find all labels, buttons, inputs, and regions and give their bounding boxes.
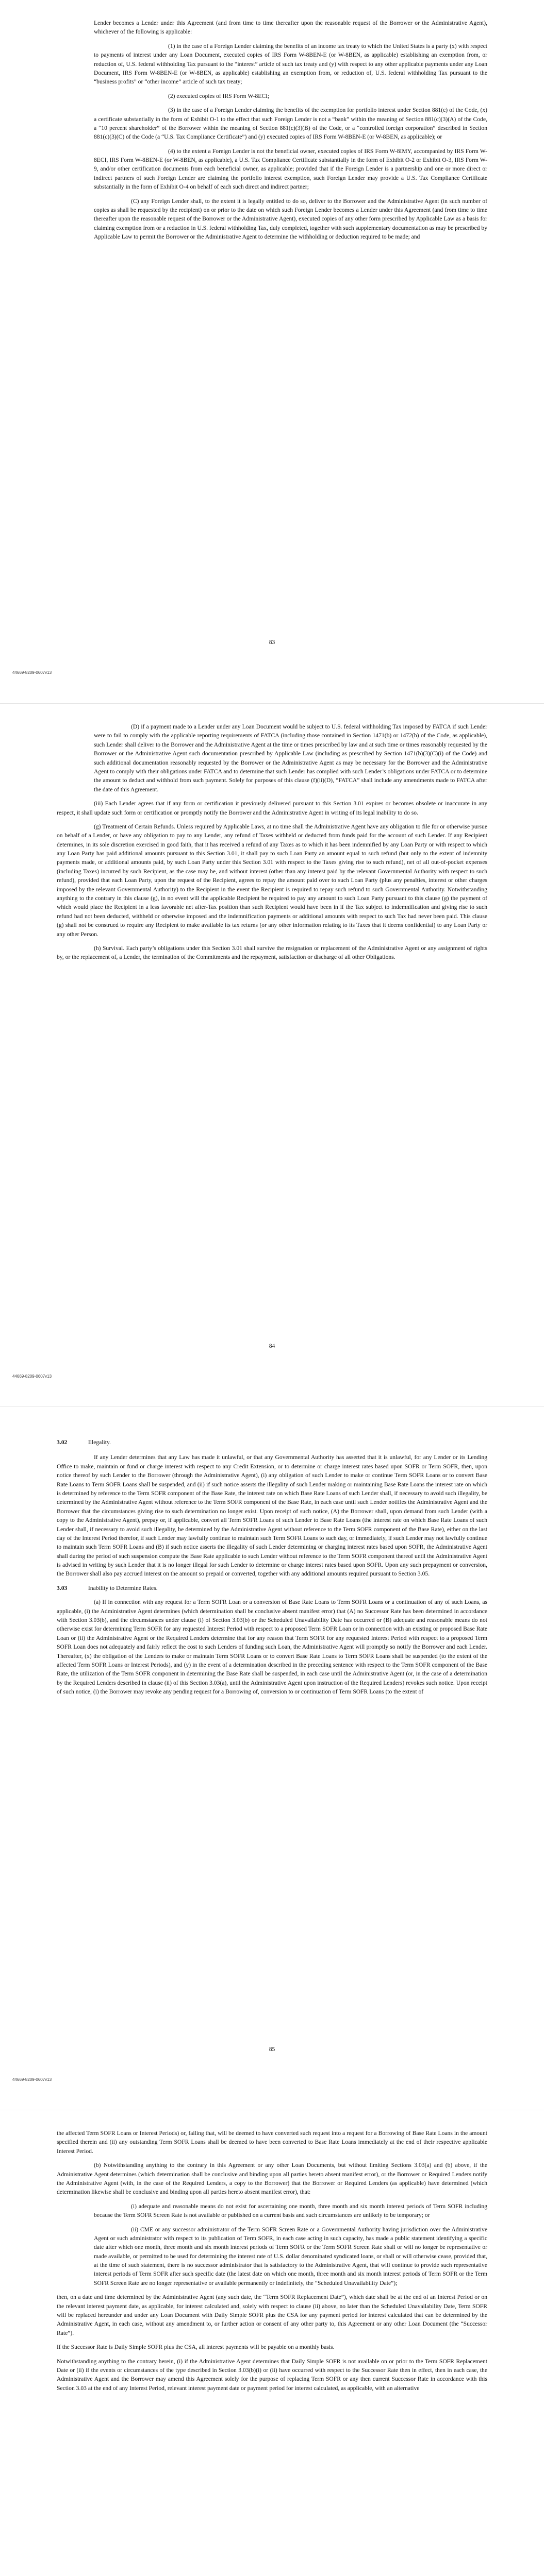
paragraph: (h) Survival. Each party’s obligations under this Section 3.01 shall survive the resignation or replacement of the Administrative Agent or any assignment of rights by, or the replacement of, a Lender, the termination of the Commitments and the repayment, satisfaction or discharge of all other Obligations. [57, 944, 487, 961]
paragraph: (g) Treatment of Certain Refunds. Unless required by Applicable Laws, at no time shall the Administrative Agent have any obligation to file for or otherwise pursue on behalf of a Lender, or have any obligation to pay to any Lender, any refund of Taxes withheld or deducted from funds paid for the account of such Lender. If any Recipient determines, in its sole discretion exercised in good faith, that it has received a refund of any Taxes as to which it has been indemnified by any Loan Party or with respect to which any Loan Party has paid additional amounts pursuant to this Section 3.01, it shall pay to such Loan Party an amount equal to such refund (but only to the extent of indemnity payments made, or additional amounts paid, by such Loan Party under this Section 3.01 with respect to the Taxes giving rise to such refund), net of all out-of-pocket expenses (including Taxes) incurred by such Recipient, as the case may be, and without interest (other than any interest paid by the relevant Governmental Authority with respect to such refund), provided that each Loan Party, upon the request of the Recipient, agrees to repay the amount paid over to such Loan Party (plus any penalties, interest or other charges imposed by the relevant Governmental Authority) to the Recipient in the event the Recipient is required to repay such refund to such Governmental Authority. Notwithstanding anything to the contrary in this clause (g), in no event will the applicable Recipient be required to pay any amount to such Loan Party pursuant to this clause (g) the payment of which would place the Recipient in a less favorable net after-Tax position than such Recipient would have been in if the Tax subject to indemnification and giving rise to such refund had not been deducted, withheld or otherwise imposed and the indemnification payments or additional amounts with respect to such Tax had never been paid. This clause (g) shall not be construed to require any Recipient to make available its tax returns (or any other information relating to its Taxes that it deems confidential) to any Loan Party or any other Person. [57, 823, 487, 938]
paragraph: (ii) CME or any successor administrator of the Term SOFR Screen Rate or a Governmental Authority having jurisdiction over the Administrative Agent or such administrator with respect to its publication of Term SOFR, in each case acting in such capacity, has made a public statement identifying a specific date after which one month, three month and six month interest periods of Term SOFR or the Term SOFR Screen Rate shall or will no longer be representative or made available, or permitted to be used for determining the interest rate of U.S. dollar denominated syndicated loans, or shall or will otherwise cease, provided that, at the time of such statement, there is no successor administrator that is satisfactory to the Administrative Agent, that will continue to provide such representative interest periods of Term SOFR after such specific date (the latest date on which one month, three month and six month interest periods of Term SOFR or the Term SOFR Screen Rate are no longer representative or available permanently or indefinitely, the “Scheduled Unavailability Date”); [94, 2226, 487, 2286]
section-heading [57, 1584, 487, 1592]
section-title: Inability to Determine Rates. [88, 1584, 158, 1591]
document-id: 44669-8209-0607v13 [12, 1374, 52, 1379]
page-number: 85 [269, 2046, 275, 2053]
paragraph: (iii) Each Lender agrees that if any form or certification it previously delivered pursuant to this Section 3.01 expires or becomes obsolete or inaccurate in any respect, it shall update such form or certification or promptly notify the Borrower and the Administrative Agent in writing of its legal inability to do so. [57, 800, 487, 816]
paragraph: (C) any Foreign Lender shall, to the extent it is legally entitled to do so, deliver to the Borrower and the Administrative Agent (in such number of copies as shall be requested by the recipient) on or prior to the date on which such Foreign Lender becomes a Lender under this Agreement (and from time to time thereafter upon the reasonable request of the Borrower or the Administrative Agent), executed copies of any other form prescribed by Applicable Law as a basis for claiming exemption from or a reduction in U.S. federal withholding Tax, duly completed, together with such supplementary documentation as may be prescribed by Applicable Law to permit the Borrower or the Administrative Agent to determine the withholding or deduction required to be made; and [94, 197, 487, 241]
document-page [0, 0, 544, 703]
paragraph: then, on a date and time determined by the Administrative Agent (any such date, the “Term SOFR Replacement Date”), which date shall be at the end of an Interest Period or on the relevant interest payment date, as applicable, for interest calculated and, solely with respect to clause (ii) above, no later than the Scheduled Unavailability Date, Term SOFR will be replaced hereunder and under any Loan Document with Daily Simple SOFR plus the CSA for any payment period for interest calculated that can be determined by the Administrative Agent, in each case, without any amendment to, or further action or consent of any other party to, this Agreement or any other Loan Document (the “Successor Rate”). [57, 2294, 487, 2336]
paragraph: (b) Notwithstanding anything to the contrary in this Agreement or any other Loan Documents, but without limiting Sections 3.03(a) and (b) above, if the Administrative Agent determines (which determination shall be conclusive and binding upon all parties hereto absent manifest error), or the Borrower or Required Lenders notify the Administrative Agent (with, in the case of the Required Lenders, a copy to the Borrower) that the Borrower or Required Lenders (as applicable) have determined (which determination likewise shall be conclusive and binding upon all parties hereto absent manifest error), that: [57, 2162, 487, 2196]
document-page [0, 2110, 544, 2576]
section-number: 3.02 [57, 1439, 68, 1446]
paragraph: (3) in the case of a Foreign Lender claiming the benefits of the exemption for portfolio interest under Section 881(c) of the Code, (x) a certificate substantially in the form of Exhibit O-1 to the effect that such Foreign Lender is not a “bank” within the meaning of Section 881(c)(3)(A) of the Code, a “10 percent shareholder” of the Borrower within the meaning of Section 881(c)(3)(B) of the Code, or a “controlled foreign corporation” described in Section 881(c)(3)(C) of the Code (a “U.S. Tax Compliance Certificate”) and (y) executed copies of IRS Form W-8BEN-E (or W-8BEN, as applicable); or [94, 107, 487, 141]
section-heading [57, 1438, 487, 1447]
paragraph: Notwithstanding anything to the contrary herein, (i) if the Administrative Agent determines that Daily Simple SOFR is not available on or prior to the Term SOFR Replacement Date or (ii) if the events or circumstances of the type described in Section 3.03(b)(i) or (ii) have occurred with respect to the Successor Rate then in effect, then in each case, the Administrative Agent and the Borrower may amend this Agreement solely for the purpose of replacing Term SOFR or any then current Successor Rate in accordance with this Section 3.03 at the end of any Interest Period, relevant interest payment date or payment period for interest calculated, as applicable, with an alternative [57, 2358, 487, 2392]
paragraph: (2) executed copies of IRS Form W-8ECI; [168, 92, 270, 99]
paragraph: Lender becomes a Lender under this Agreement (and from time to time thereafter upon the reasonable request of the Borrower or the Administrative Agent), whichever of the following is applicable: [94, 20, 487, 36]
paragraph: (4) to the extent a Foreign Lender is not the beneficial owner, executed copies of IRS Form W-8IMY, accompanied by IRS Form W-8ECI, IRS Form W-8BEN-E (or W-8BEN, as applicable), a U.S. Tax Compliance Certificate substantially in the form of Exhibit O-2 or Exhibit O-3, IRS Form W-9, and/or other certification documents from each beneficial owner, as applicable; provided that if the Foreign Lender is a partnership and one or more direct or indirect partners of such Foreign Lender are claiming the portfolio interest exemption, such Foreign Lender may provide a U.S. Tax Compliance Certificate substantially in the form of Exhibit O-4 on behalf of each such direct and indirect partner; [94, 147, 487, 191]
document-page [0, 1406, 544, 2110]
paragraph: (1) in the case of a Foreign Lender claiming the benefits of an income tax treaty to which the United States is a party (x) with respect to payments of interest under any Loan Document, executed copies of IRS Form W-8BEN-E (or W-8BEN, as applicable) establishing an exemption from, or reduction of, U.S. federal withholding Tax pursuant to the “interest” article of such tax treaty and (y) with respect to any other applicable payments under any Loan Document, IRS Form W-8BEN-E (or W-8BEN, as applicable) establishing an exemption from, or reduction of, U.S. federal withholding Tax pursuant to the “business profits” or “other income” article of such tax treaty; [94, 42, 487, 86]
document-page [0, 703, 544, 1406]
paragraph: (a) If in connection with any request for a Term SOFR Loan or a conversion of Base Rate Loans to Term SOFR Loans or a continuation of any of such Loans, as applicable, (i) the Administrative Agent determines (which determination shall be conclusive absent manifest error) that (A) no Successor Rate has been determined in accordance with Section 3.03(b), and the circumstances under clause (i) of Section 3.03(b) or the Scheduled Unavailability Date has occurred or (B) adequate and reasonable means do not otherwise exist for determining Term SOFR for any requested Interest Period with respect to a proposed Term SOFR Loan or in connection with an existing or proposed Base Rate Loan or (ii) the Administrative Agent or the Required Lenders determine that for any reason that Term SOFR for any requested Interest Period with respect to a proposed Term SOFR Loan does not adequately and fairly reflect the cost to such Lenders of funding such Loan, the Administrative Agent will promptly so notify the Borrower and each Lender. Thereafter, (x) the obligation of the Lenders to make or maintain Term SOFR Loans or to convert Base Rate Loans to Term SOFR Loans shall be suspended (to the extent of the affected Term SOFR Loans or Interest Periods), and (y) in the event of a determination described in the preceding sentence with respect to the Term SOFR component of the Base Rate, the utilization of the Term SOFR component in determining the Base Rate shall be suspended, in each case until the Administrative Agent (or, in the case of a determination by the Required Lenders described in clause (ii) of this Section 3.03(a), until the Administrative Agent upon instruction of the Required Lenders) revokes such notice. Upon receipt of such notice, (i) the Borrower may revoke any pending request for a Borrowing of, conversion to or continuation of Term SOFR Loans (to the extent of [57, 1599, 487, 1696]
document-id: 44669-8209-0607v13 [12, 670, 52, 675]
document-id: 44669-8209-0607v13 [12, 2077, 52, 2082]
page-number: 84 [269, 1343, 275, 1349]
paragraph: (i) adequate and reasonable means do not exist for ascertaining one month, three month and six month interest periods of Term SOFR including because the Term SOFR Screen Rate is not available or published on a current basis and such circumstances are unlikely to be temporary; or [94, 2202, 487, 2219]
paragraph: (D) if a payment made to a Lender under any Loan Document would be subject to U.S. federal withholding Tax imposed by FATCA if such Lender were to fail to comply with the applicable reporting requirements of FATCA (including those contained in Section 1471(b) or 1472(b) of the Code, as applicable), such Lender shall deliver to the Borrower and the Administrative Agent at the time or times prescribed by law and at such time or times reasonably requested by the Borrower or the Administrative Agent such documentation prescribed by Applicable Law (including as prescribed by Section 1471(b)(3)(C)(i) of the Code) and such additional documentation reasonably requested by the Borrower or the Administrative Agent as may be necessary for the Borrower and the Administrative Agent to comply with their obligations under FATCA and to determine that such Lender has complied with such Lender’s obligations under FATCA or to determine the amount to deduct and withhold from such payment. Solely for purposes of this clause (f)(ii)(D), “FATCA” shall include any amendments made to FATCA after the date of this Agreement. [94, 723, 487, 793]
paragraph: the affected Term SOFR Loans or Interest Periods) or, failing that, will be deemed to have converted such request into a request for a Borrowing of Base Rate Loans in the amount specified therein and (ii) any outstanding Term SOFR Loans shall be deemed to have been converted to Base Rate Loans immediately at the end of their respective applicable Interest Period. [57, 2130, 487, 2155]
paragraph: If any Lender determines that any Law has made it unlawful, or that any Governmental Authority has asserted that it is unlawful, for any Lender or its Lending Office to make, maintain or fund or charge interest with respect to any Credit Extension, or to determine or charge interest rates based upon SOFR or Term SOFR, then, upon notice thereof by such Lender to the Borrower (through the Administrative Agent), (i) any obligation of such Lender to make or continue Term SOFR Loans or to convert Base Rate Loans to Term SOFR Loans shall be suspended, and (ii) if such notice asserts the illegality of such Lender making or maintaining Base Rate Loans the interest rate on which is determined by reference to the Term SOFR component of the Base Rate, the interest rate on which Base Rate Loans of such Lender shall, if necessary to avoid such illegality, be determined by the Administrative Agent without reference to the Term SOFR component of the Base Rate, in each case until such Lender notifies the Administrative Agent and the Borrower that the circumstances giving rise to such determination no longer exist. Upon receipt of such notice, (A) the Borrower shall, upon demand from such Lender (with a copy to the Administrative Agent), prepay or, if applicable, convert all Term SOFR Loans of such Lender to Base Rate Loans (the interest rate on which Base Rate Loans of such Lender shall, if necessary to avoid such illegality, be determined by the Administrative Agent without reference to the Term SOFR component of the Base Rate), either on the last day of the Interest Period therefor, if such Lender may lawfully continue to maintain such Term SOFR Loans to such day, or immediately, if such Lender may not lawfully continue to maintain such Term SOFR Loans and (B) if such notice asserts the illegality of such Lender determining or charging interest rates based upon SOFR, the Administrative Agent shall during the period of such suspension compute the Base Rate applicable to such Lender without reference to the Term SOFR component thereof until the Administrative Agent is advised in writing by such Lender that it is no longer illegal for such Lender to determine or charge interest rates based upon SOFR. Upon any such prepayment or conversion, the Borrower shall also pay accrued interest on the amount so prepaid or converted, together with any additional amounts required pursuant to Section 3.05. [57, 1454, 487, 1578]
section-number: 3.03 [57, 1584, 68, 1591]
page-number: 83 [269, 639, 275, 646]
paragraph: If the Successor Rate is Daily Simple SOFR plus the CSA, all interest payments will be payable on a monthly basis. [57, 2344, 335, 2351]
section-title: Illegality. [88, 1439, 111, 1446]
